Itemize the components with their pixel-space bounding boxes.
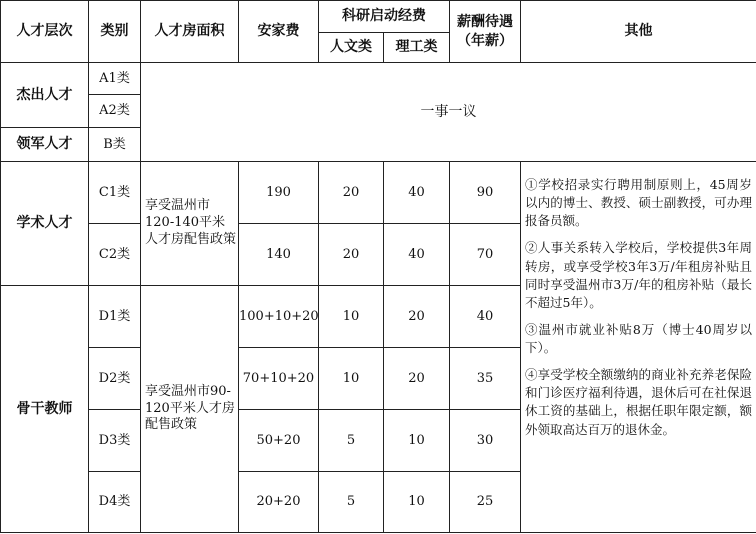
settlement-d1: 100+10+20 <box>239 286 319 348</box>
humanities-d4: 5 <box>319 472 384 533</box>
salary-d3: 30 <box>450 410 521 472</box>
header-category: 类别 <box>89 1 141 63</box>
humanities-d2: 10 <box>319 348 384 410</box>
note-1: ①学校招录实行聘用制原则上，45周岁以内的博士、教授、硕士副教授，可办理报备员额。 <box>525 177 752 229</box>
salary-d1: 40 <box>450 286 521 348</box>
science-d3: 10 <box>384 410 450 472</box>
settlement-d2: 70+10+20 <box>239 348 319 410</box>
category-d2: D2类 <box>89 348 141 410</box>
header-research-funds: 科研启动经费 <box>319 1 450 33</box>
science-d1: 20 <box>384 286 450 348</box>
science-c2: 40 <box>384 224 450 286</box>
header-housing-area: 人才房面积 <box>141 1 239 63</box>
note-3: ③温州市就业补贴8万（博士40周岁以下）。 <box>525 321 752 355</box>
header-other: 其他 <box>521 1 756 63</box>
settlement-d3: 50+20 <box>239 410 319 472</box>
humanities-d3: 5 <box>319 410 384 472</box>
category-c2: C2类 <box>89 224 141 286</box>
level-academic: 学术人才 <box>1 162 89 286</box>
header-humanities: 人文类 <box>319 33 384 63</box>
settlement-c2: 140 <box>239 224 319 286</box>
level-backbone: 骨干教师 <box>1 286 89 533</box>
level-outstanding: 杰出人才 <box>1 63 89 128</box>
settlement-d4: 20+20 <box>239 472 319 533</box>
category-d3: D3类 <box>89 410 141 472</box>
header-salary: 薪酬待遇（年薪） <box>450 1 521 63</box>
category-a1: A1类 <box>89 63 141 95</box>
salary-c2: 70 <box>450 224 521 286</box>
humanities-c1: 20 <box>319 162 384 224</box>
salary-d4: 25 <box>450 472 521 533</box>
category-d1: D1类 <box>89 286 141 348</box>
other-notes <box>521 162 756 533</box>
salary-d2: 35 <box>450 348 521 410</box>
level-leading: 领军人才 <box>1 128 89 162</box>
category-b: B类 <box>89 128 141 162</box>
science-d2: 20 <box>384 348 450 410</box>
salary-c1: 90 <box>450 162 521 224</box>
science-c1: 40 <box>384 162 450 224</box>
category-c1: C1类 <box>89 162 141 224</box>
category-d4: D4类 <box>89 472 141 533</box>
negotiable-cell: 一事一议 <box>141 63 756 162</box>
settlement-c1: 190 <box>239 162 319 224</box>
housing-academic: 享受温州市120-140平米人才房配售政策 <box>141 162 239 286</box>
header-science-engineering: 理工类 <box>384 33 450 63</box>
header-talent-level: 人才层次 <box>1 1 89 63</box>
housing-backbone: 享受温州市90-120平米人才房配售政策 <box>141 286 239 533</box>
science-d4: 10 <box>384 472 450 533</box>
humanities-c2: 20 <box>319 224 384 286</box>
category-a2: A2类 <box>89 95 141 128</box>
note-2: ②人事关系转入学校后，学校提供3年周转房，或享受学校3年3万/年租房补贴且同时享受温州市3万/年的租房补贴（最长不超过5年）。 <box>525 240 752 310</box>
humanities-d1: 10 <box>319 286 384 348</box>
header-settlement-fee: 安家费 <box>239 1 319 63</box>
note-4: ④享受学校全额缴纳的商业补充养老保险和门诊医疗福利待遇，退休后可在社保退休工资的基础上，根据任职年限定额，额外领取高达百万的退休金。 <box>525 367 752 437</box>
